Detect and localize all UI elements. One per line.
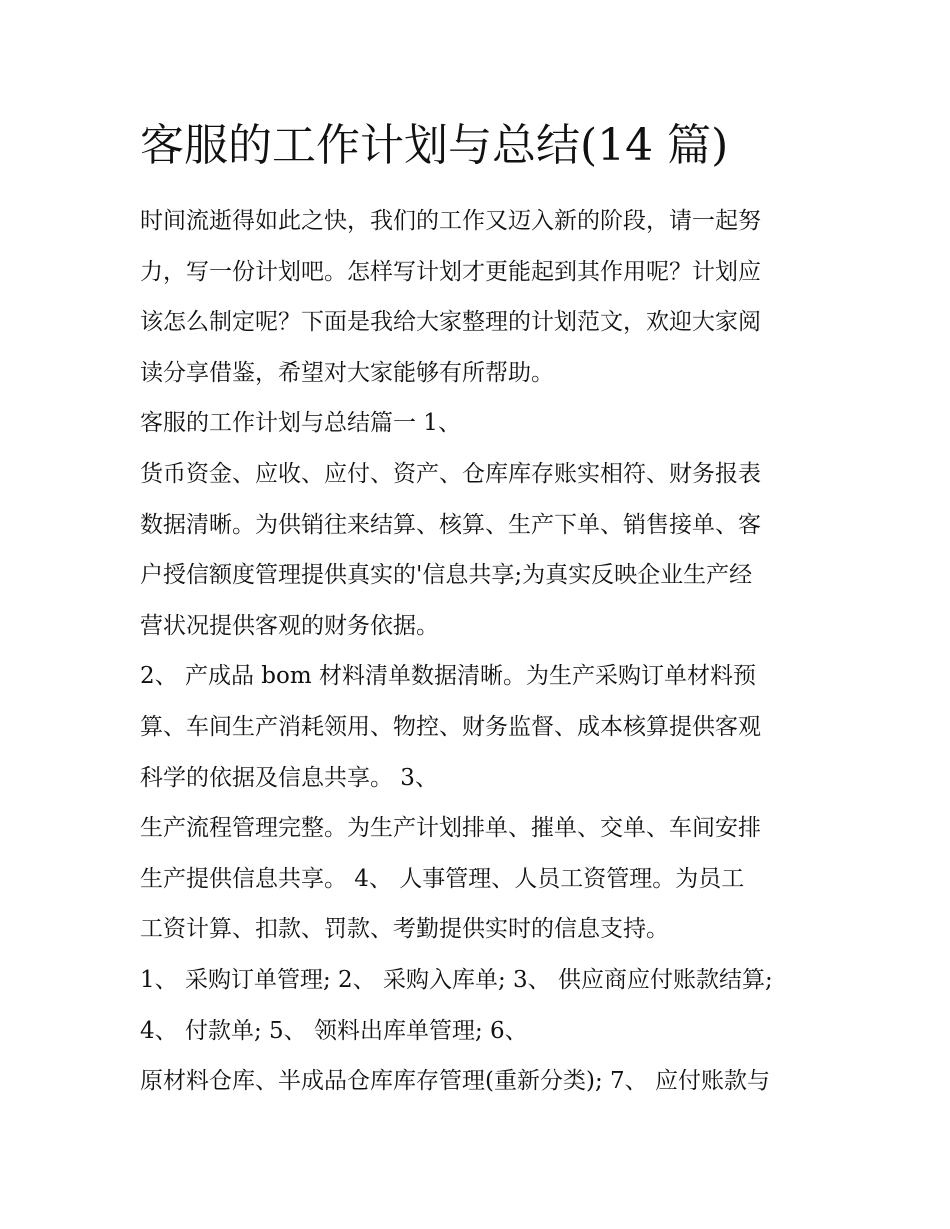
paragraph-line: 原材料仓库、半成品仓库库存管理(重新分类); 7、 应付账款与 [140,1068,770,1095]
paragraph-line: 营状况提供客观的财务依据。 [140,612,439,639]
paragraph-line: 1、 采购订单管理; 2、 采购入库单; 3、 供应商应付账款结算; [140,966,773,993]
paragraph-line: 4、 付款单; 5、 领料出库单管理; 6、 [140,1017,528,1044]
document-body [140,196,820,1107]
paragraph-line: 算、车间生产消耗领用、物控、财务监督、成本核算提供客观 [140,713,761,740]
paragraph-line: 读分享借鉴，希望对大家能够有所帮助。 [140,359,554,386]
paragraph-line: 货币资金、应收、应付、资产、仓库库存账实相符、财务报表 [140,460,761,487]
paragraph-line: 生产提供信息共享。 4、 人事管理、人员工资管理。为员工 [140,865,745,892]
paragraph-line: 数据清晰。为供销往来结算、核算、生产下单、销售接单、客 [140,511,761,538]
paragraph-line: 生产流程管理完整。为生产计划排单、摧单、交单、车间安排 [140,815,761,842]
paragraph-line: 该怎么制定呢？下面是我给大家整理的计划范文，欢迎大家阅 [140,309,761,336]
paragraph-line: 科学的依据及信息共享。 3、 [140,764,438,791]
paragraph-line: 2、 产成品 bom 材料清单数据清晰。为生产采购订单材料预 [140,663,756,690]
paragraph-line: 户授信额度管理提供真实的'信息共享;为真实反映企业生产经 [140,562,753,589]
paragraph-line: 力，写一份计划吧。怎样写计划才更能起到其作用呢？计划应 [140,258,761,285]
paragraph-line: 工资计算、扣款、罚款、考勤提供实时的信息支持。 [140,916,669,943]
section-heading-line: 客服的工作计划与总结篇一 1、 [140,410,461,437]
document-title: 客服的工作计划与总结(14 篇) [140,120,729,171]
paragraph-line: 时间流逝得如此之快，我们的工作又迈入新的阶段，请一起努 [140,208,761,234]
